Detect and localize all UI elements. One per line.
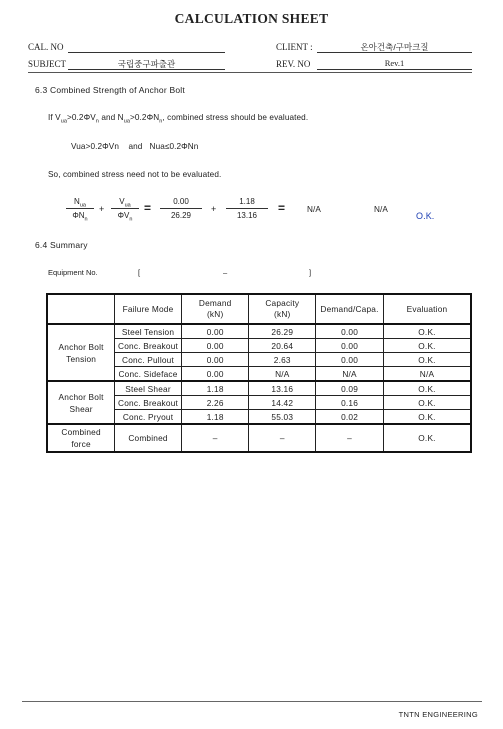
formula-result-2: N/A [374, 205, 388, 214]
table-cell: O.K. [383, 410, 471, 425]
table-cell: 0.00 [316, 324, 384, 339]
condition-line: If $V_{ua}>0.2\Phi V_n$ and $N_{ua}>0.2\Phi N_n$, combined stress should be evaluated. [48, 113, 309, 125]
equipment-close-bracket: ] [309, 268, 312, 277]
formula-result-1: N/A [307, 205, 321, 214]
table-cell: 0.00 [181, 324, 249, 339]
table-cell: 0.00 [181, 339, 249, 353]
rev-no-value: Rev.1 [384, 58, 405, 68]
formula-frac-1: 0.00 26.29 [160, 197, 202, 220]
footer-divider [22, 701, 482, 702]
formula-equals-2: = [278, 201, 286, 215]
table-cell: 20.64 [249, 339, 316, 353]
table-cell: O.K. [383, 353, 471, 367]
subject-label: SUBJECT [28, 59, 67, 69]
table-cell: Steel Shear [115, 381, 182, 396]
table-cell: 14.42 [249, 396, 316, 410]
table-row [47, 424, 471, 452]
footer-company: TNTN ENGINEERING [398, 710, 478, 719]
header-divider [28, 72, 472, 73]
equipment-open-bracket: [ [138, 268, 141, 277]
header-cell: Capacity (kN) [249, 294, 316, 324]
table-cell: N/A [383, 367, 471, 382]
table-cell: – [316, 424, 384, 452]
cal-no-label: CAL. NO [28, 42, 64, 52]
table-cell: Steel Tension [115, 324, 182, 339]
table-cell: Combined [115, 424, 182, 452]
formula-frac-2: 1.18 13.16 [226, 197, 268, 220]
table-cell: Conc. Breakout [115, 396, 182, 410]
formula-verdict: O.K. [416, 211, 435, 221]
formula-equals-1: = [144, 201, 152, 215]
table-cell: Conc. Sideface [115, 367, 182, 382]
table-cell: N/A [316, 367, 384, 382]
table-cell: 0.00 [181, 353, 249, 367]
subject-value: 국립중구파출관 [117, 59, 176, 69]
table-cell: Conc. Breakout [115, 339, 182, 353]
header-cell: Demand (kN) [181, 294, 249, 324]
formula-plus-2: + [211, 204, 217, 214]
group-label-combined: Combined force [47, 424, 115, 452]
section-6-4-heading: 6.4 Summary [35, 240, 88, 250]
equipment-label: Equipment No. [48, 268, 98, 277]
table-cell: 0.00 [316, 353, 384, 367]
group-label-shear: Anchor Bolt Shear [47, 381, 115, 424]
table-cell: – [181, 424, 249, 452]
header-cell: Failure Mode [115, 294, 182, 324]
criteria-line: Vua>0.2ΦVn and Nua≤0.2ΦNn [71, 142, 199, 151]
table-cell: 0.16 [316, 396, 384, 410]
table-cell: 13.16 [249, 381, 316, 396]
formula-n-ratio: $N_{ua}$ $\Phi N_n$ [66, 197, 94, 220]
table-cell: N/A [249, 367, 316, 382]
table-row [47, 381, 471, 396]
table-cell: 26.29 [249, 324, 316, 339]
table-cell: 2.63 [249, 353, 316, 367]
rev-no-label: REV. NO [276, 59, 311, 69]
header-cell: Evaluation [383, 294, 471, 324]
table-cell: 0.09 [316, 381, 384, 396]
page-title: CALCULATION SHEET [174, 11, 329, 26]
table-cell: 0.00 [181, 367, 249, 382]
table-cell: 0.00 [316, 339, 384, 353]
header-cell: Demand/Capa. [316, 294, 384, 324]
table-cell: 55.03 [249, 410, 316, 425]
table-cell: O.K. [383, 381, 471, 396]
table-cell: Conc. Pullout [115, 353, 182, 367]
equipment-dash: – [223, 268, 228, 277]
table-cell: 0.02 [316, 410, 384, 425]
group-label-tension: Anchor Bolt Tension [47, 324, 115, 381]
summary-table [46, 293, 472, 453]
table-cell: O.K. [383, 424, 471, 452]
client-label: CLIENT : [276, 42, 313, 52]
table-header-row [47, 294, 471, 324]
table-cell: O.K. [383, 339, 471, 353]
table-cell: O.K. [383, 396, 471, 410]
header-cell [47, 294, 115, 324]
formula-plus-1: + [99, 204, 105, 214]
table-cell: – [249, 424, 316, 452]
table-cell: 1.18 [181, 381, 249, 396]
formula-v-ratio: $V_{ua}$ $\Phi V_n$ [111, 197, 139, 220]
table-cell: 1.18 [181, 410, 249, 425]
cal-no-line [68, 52, 225, 53]
rev-no-line [317, 69, 472, 70]
conclusion-line: So, combined stress need not to be evaluated. [48, 170, 222, 179]
table-cell: Conc. Pryout [115, 410, 182, 425]
table-row [47, 324, 471, 339]
table-cell: 2.26 [181, 396, 249, 410]
section-6-3-heading: 6.3 Combined Strength of Anchor Bolt [35, 85, 185, 95]
client-value: 온아건축/구마크질 [360, 42, 429, 52]
table-cell: O.K. [383, 324, 471, 339]
